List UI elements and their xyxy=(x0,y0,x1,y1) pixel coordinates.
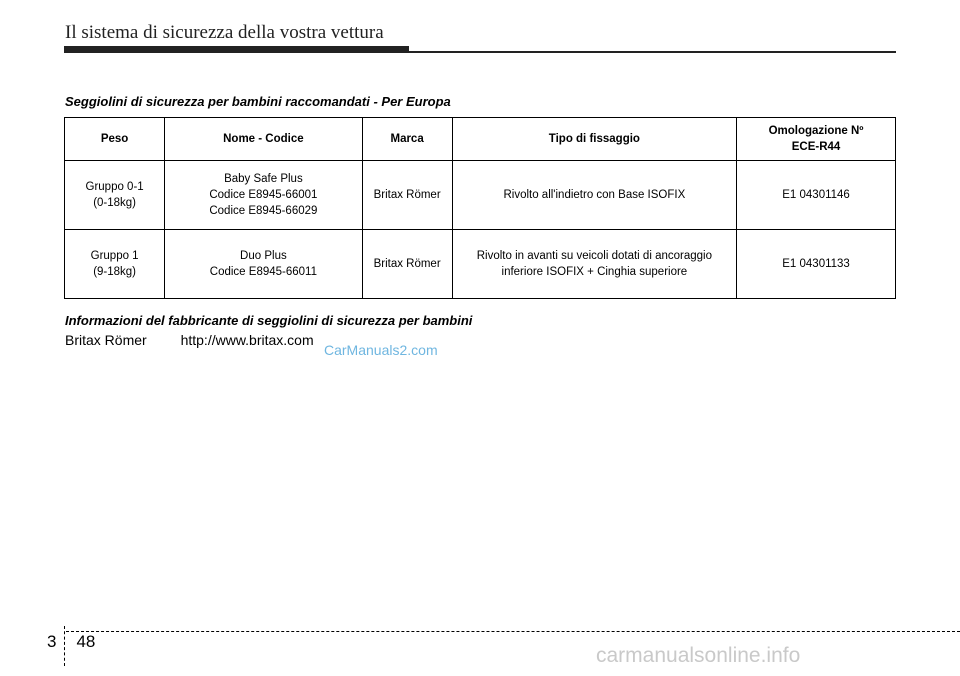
table-row xyxy=(65,230,896,299)
header-rule xyxy=(64,51,896,53)
cell-peso xyxy=(65,230,165,299)
fixing-type: Rivolto in avanti su veicoli dotati di ancoraggio xyxy=(476,250,712,262)
peso-range: (0-18kg) xyxy=(93,197,137,209)
child-seat-table xyxy=(64,117,896,299)
cell-marca: Britax Römer xyxy=(362,161,452,230)
column-header-omologazione-label: Omologazione Nº xyxy=(768,125,864,137)
column-header-nome-codice: Nome - Codice xyxy=(165,118,362,161)
cell-omologazione: E1 04301133 xyxy=(737,230,896,299)
chapter-number: 3 xyxy=(47,632,57,651)
column-header-omologazione xyxy=(737,118,896,161)
column-header-tipo-fissaggio: Tipo di fissaggio xyxy=(452,118,736,161)
manufacturer-url-link[interactable]: http://www.britax.com xyxy=(180,332,314,348)
cell-peso xyxy=(65,161,165,230)
seat-name: Duo Plus xyxy=(240,250,287,262)
table-row xyxy=(65,161,896,230)
page-number-value: 48 xyxy=(76,632,96,651)
section-heading-recommended-seats: Seggiolini di sicurezza per bambini raccomandati - Per Europa xyxy=(65,94,451,109)
section-heading-manufacturer-info: Informazioni del fabbricante di seggiolini di sicurezza per bambini xyxy=(65,313,473,328)
cell-omologazione: E1 04301146 xyxy=(737,161,896,230)
cell-tipo-fissaggio xyxy=(452,161,736,230)
page-number xyxy=(47,632,95,666)
cell-nome-codice xyxy=(165,230,362,299)
manufacturer-name: Britax Römer xyxy=(65,332,147,348)
peso-group: Gruppo 0-1 xyxy=(85,181,144,193)
peso-range: (9-18kg) xyxy=(93,266,137,278)
column-header-marca: Marca xyxy=(362,118,452,161)
seat-code: Codice E8945-66029 xyxy=(209,205,318,217)
watermark-carmanualsonline: carmanualsonline.info xyxy=(596,644,801,667)
cell-marca: Britax Römer xyxy=(362,230,452,299)
fixing-type: Rivolto all'indietro con Base ISOFIX xyxy=(503,189,686,201)
watermark-carmanuals2: CarManuals2.com xyxy=(324,342,438,358)
fixing-type: inferiore ISOFIX + Cinghia superiore xyxy=(501,266,688,278)
cell-nome-codice xyxy=(165,161,362,230)
column-header-peso: Peso xyxy=(65,118,165,161)
table-header-row xyxy=(65,118,896,161)
page-header-title: Il sistema di sicurezza della vostra vettura xyxy=(65,22,384,43)
manufacturer-line xyxy=(65,332,314,348)
page-number-separator xyxy=(64,626,66,666)
cell-tipo-fissaggio xyxy=(452,230,736,299)
footer-dashed-rule xyxy=(66,631,960,632)
peso-group: Gruppo 1 xyxy=(90,250,139,262)
seat-name: Baby Safe Plus xyxy=(224,173,303,185)
column-header-ece-label: ECE-R44 xyxy=(791,141,841,153)
seat-code: Codice E8945-66001 xyxy=(209,189,318,201)
seat-code: Codice E8945-66011 xyxy=(209,266,317,278)
